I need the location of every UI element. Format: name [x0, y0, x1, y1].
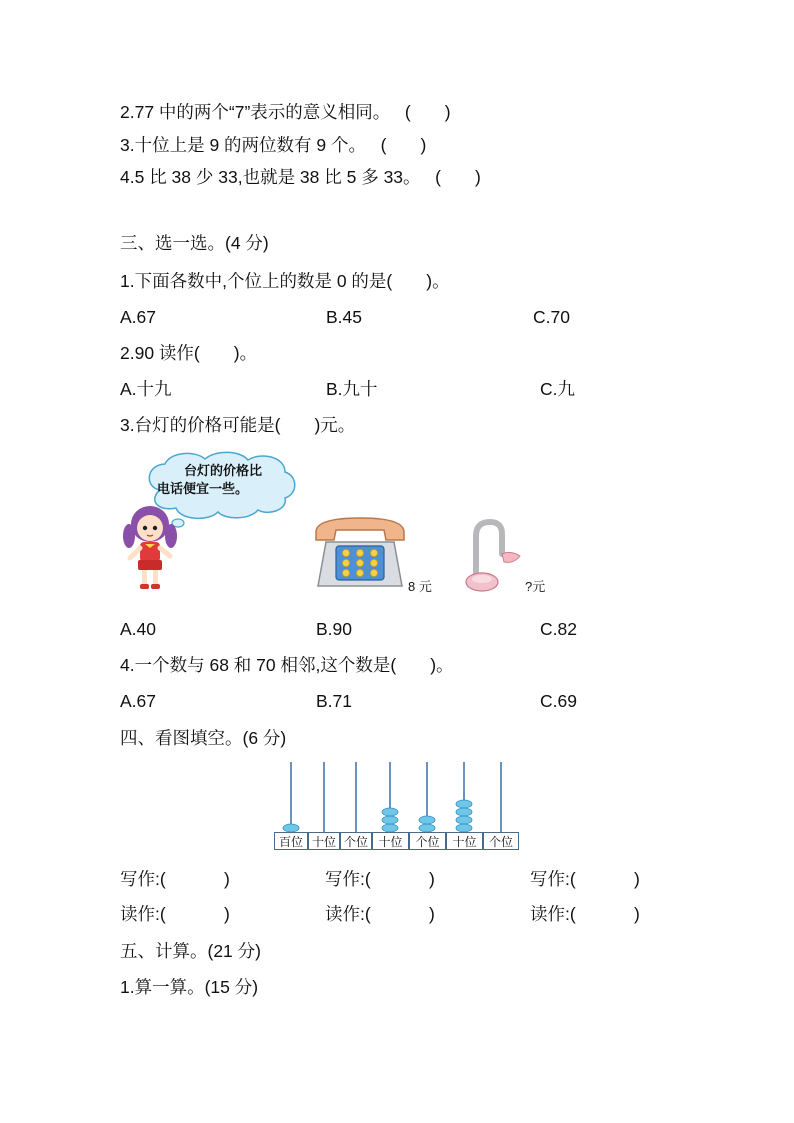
- abacus-label-ones-3: 个位: [483, 832, 519, 850]
- abacus-bead: [456, 816, 472, 824]
- choice-q2-option-c: C.九: [540, 379, 575, 399]
- bubble-line-2: 电话便宜一些。: [157, 481, 249, 496]
- choice-q2-option-a: A.十九: [120, 379, 172, 399]
- abacus-bead: [456, 824, 472, 832]
- write-blank-1[interactable]: 写作:( ): [120, 869, 230, 889]
- choice-q4-option-a: A.67: [120, 691, 156, 711]
- choice-q1-option-b: B.45: [326, 307, 362, 327]
- abacus-bead: [456, 808, 472, 816]
- choice-q1-option-a: A.67: [120, 307, 156, 327]
- choice-q3-option-b: B.90: [316, 619, 352, 639]
- choice-q4-option-b: B.71: [316, 691, 352, 711]
- section5-title: 五、计算。(21 分): [120, 941, 261, 961]
- phone-price: 8 元: [408, 579, 432, 594]
- write-blank-3[interactable]: 写作:( ): [530, 869, 640, 889]
- section5-q1: 1.算一算。(15 分): [120, 977, 259, 997]
- abacus-bead: [456, 800, 472, 808]
- abacus-bead: [283, 824, 299, 832]
- abacus-label-hundreds: 百位: [274, 832, 308, 850]
- abacus-bead: [419, 816, 435, 824]
- read-blank-1[interactable]: 读作:( ): [120, 904, 230, 924]
- lamp-price: ?元: [525, 579, 546, 594]
- choice-q1-option-c: C.70: [533, 307, 570, 327]
- section3-title: 三、选一选。(4 分): [120, 233, 269, 253]
- write-blank-2[interactable]: 写作:( ): [325, 869, 435, 889]
- abacus-label-tens-2: 十位: [372, 832, 409, 850]
- judge-q4: 4.5 比 38 少 33,也就是 38 比 5 多 33。 ( ): [120, 167, 481, 187]
- bubble-line-1: 台灯的价格比: [184, 463, 263, 478]
- choice-q4: 4.一个数与 68 和 70 相邻,这个数是( )。: [120, 655, 454, 675]
- abacus-bead: [382, 816, 398, 824]
- abacus-label-ones-1: 个位: [340, 832, 372, 850]
- abacus-bead: [382, 808, 398, 816]
- choice-q2-option-b: B.九十: [326, 379, 378, 399]
- choice-q3-option-c: C.82: [540, 619, 577, 639]
- section4-title: 四、看图填空。(6 分): [120, 728, 287, 748]
- read-blank-2[interactable]: 读作:( ): [325, 904, 435, 924]
- read-blank-3[interactable]: 读作:( ): [530, 904, 640, 924]
- judge-q2: 2.77 中的两个“7”表示的意义相同。 ( ): [120, 102, 451, 122]
- abacus-label-tens-3: 十位: [446, 832, 483, 850]
- choice-q4-option-c: C.69: [540, 691, 577, 711]
- abacus-label-tens-1: 十位: [308, 832, 340, 850]
- choice-q3: 3.台灯的价格可能是( )元。: [120, 415, 356, 435]
- choice-q3-option-a: A.40: [120, 619, 156, 639]
- abacus-label-ones-2: 个位: [409, 832, 446, 850]
- choice-q1: 1.下面各数中,个位上的数是 0 的是( )。: [120, 271, 450, 291]
- judge-q3: 3.十位上是 9 的两位数有 9 个。 ( ): [120, 135, 427, 155]
- abacus-bead: [382, 824, 398, 832]
- abacus-bead: [419, 824, 435, 832]
- choice-q2: 2.90 读作( )。: [120, 343, 258, 363]
